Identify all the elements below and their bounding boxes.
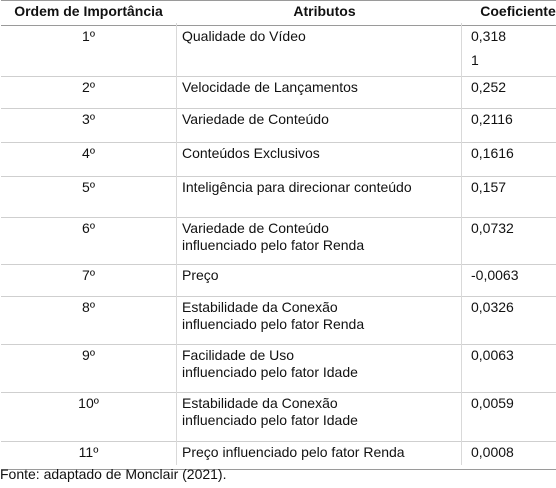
table-row bbox=[1, 26, 556, 77]
header-coefficient: Coeficiente bbox=[467, 1, 556, 26]
attribute-text: influenciado pelo fator Renda bbox=[182, 237, 365, 253]
table-row bbox=[1, 345, 556, 393]
table-row bbox=[1, 297, 556, 345]
coefficient-text: 0,157 bbox=[471, 179, 507, 195]
coefficient-cell bbox=[467, 218, 556, 265]
rank-cell: 1º bbox=[1, 26, 176, 77]
attribute-text: Estabilidade da Conexão bbox=[182, 299, 338, 315]
attribute-cell bbox=[176, 26, 467, 77]
attribute-cell bbox=[176, 177, 467, 218]
table-row bbox=[1, 77, 556, 109]
coefficient-cell bbox=[467, 109, 556, 143]
coefficient-cell bbox=[467, 143, 556, 177]
coefficient-text: 0,0732 bbox=[471, 220, 514, 236]
coefficient-text: 0,252 bbox=[471, 79, 507, 95]
attribute-text: Conteúdos Exclusivos bbox=[182, 145, 320, 161]
attribute-cell bbox=[176, 77, 467, 109]
coefficient-cell bbox=[467, 77, 556, 109]
header-rank: Ordem de Importância bbox=[1, 1, 176, 26]
attribute-cell bbox=[176, 265, 467, 297]
coefficient-text: 0,2116 bbox=[471, 111, 513, 127]
attribute-cell bbox=[176, 297, 467, 345]
rank-cell: 5º bbox=[1, 177, 176, 218]
rank-cell: 11º bbox=[1, 442, 176, 470]
attribute-text: Velocidade de Lançamentos bbox=[182, 79, 358, 95]
attribute-text: influenciado pelo fator Idade bbox=[182, 364, 358, 380]
source-note: Fonte: adaptado de Monclair (2021). bbox=[0, 466, 227, 482]
coefficient-cell bbox=[467, 393, 556, 442]
attribute-text: Preço bbox=[182, 267, 219, 283]
coefficient-text: -0,0063 bbox=[471, 267, 519, 283]
coefficient-text: 1 bbox=[471, 52, 479, 68]
rank-cell: 6º bbox=[1, 218, 176, 265]
table-row bbox=[1, 109, 556, 143]
coefficient-cell bbox=[467, 265, 556, 297]
attribute-cell bbox=[176, 393, 467, 442]
rank-cell: 10º bbox=[1, 393, 176, 442]
coefficient-cell bbox=[467, 297, 556, 345]
attribute-text: Variedade de Conteúdo bbox=[182, 220, 329, 236]
attribute-text: influenciado pelo fator Renda bbox=[182, 316, 365, 332]
rank-cell: 7º bbox=[1, 265, 176, 297]
column-divider bbox=[461, 23, 462, 465]
attribute-text: Estabilidade da Conexão bbox=[182, 395, 338, 411]
coefficient-text: 0,0008 bbox=[471, 444, 514, 460]
header-row bbox=[1, 1, 556, 26]
attribute-text: Inteligência para direcionar conteúdo bbox=[182, 179, 412, 195]
table-row bbox=[1, 143, 556, 177]
coefficient-cell bbox=[467, 345, 556, 393]
attribute-text: Preço influenciado pelo fator Renda bbox=[182, 444, 405, 460]
rank-cell: 8º bbox=[1, 297, 176, 345]
table-row bbox=[1, 265, 556, 297]
attribute-cell bbox=[176, 143, 467, 177]
attribute-text: Variedade de Conteúdo bbox=[182, 111, 329, 127]
coefficient-cell bbox=[467, 442, 556, 470]
attribute-text: Facilidade de Uso bbox=[182, 347, 295, 363]
column-divider bbox=[176, 23, 177, 465]
header-attributes: Atributos bbox=[176, 1, 467, 26]
coefficient-text: 0,1616 bbox=[471, 145, 514, 161]
coefficient-text: 0,0326 bbox=[471, 299, 514, 315]
coefficient-text: 0,0063 bbox=[471, 347, 514, 363]
coefficient-text: 0,0059 bbox=[471, 395, 514, 411]
coefficient-text: 0,318 bbox=[471, 28, 507, 44]
coefficient-cell bbox=[467, 26, 556, 77]
rank-cell: 9º bbox=[1, 345, 176, 393]
table-row bbox=[1, 393, 556, 442]
table-row bbox=[1, 218, 556, 265]
attribute-cell bbox=[176, 345, 467, 393]
table-row bbox=[1, 177, 556, 218]
attribute-cell bbox=[176, 218, 467, 265]
importance-table bbox=[1, 0, 556, 470]
rank-cell: 2º bbox=[1, 77, 176, 109]
rank-cell: 4º bbox=[1, 143, 176, 177]
attribute-text: Qualidade do Vídeo bbox=[182, 28, 306, 44]
coefficient-cell bbox=[467, 177, 556, 218]
attribute-cell bbox=[176, 109, 467, 143]
attribute-text: influenciado pelo fator Idade bbox=[182, 412, 358, 428]
rank-cell: 3º bbox=[1, 109, 176, 143]
